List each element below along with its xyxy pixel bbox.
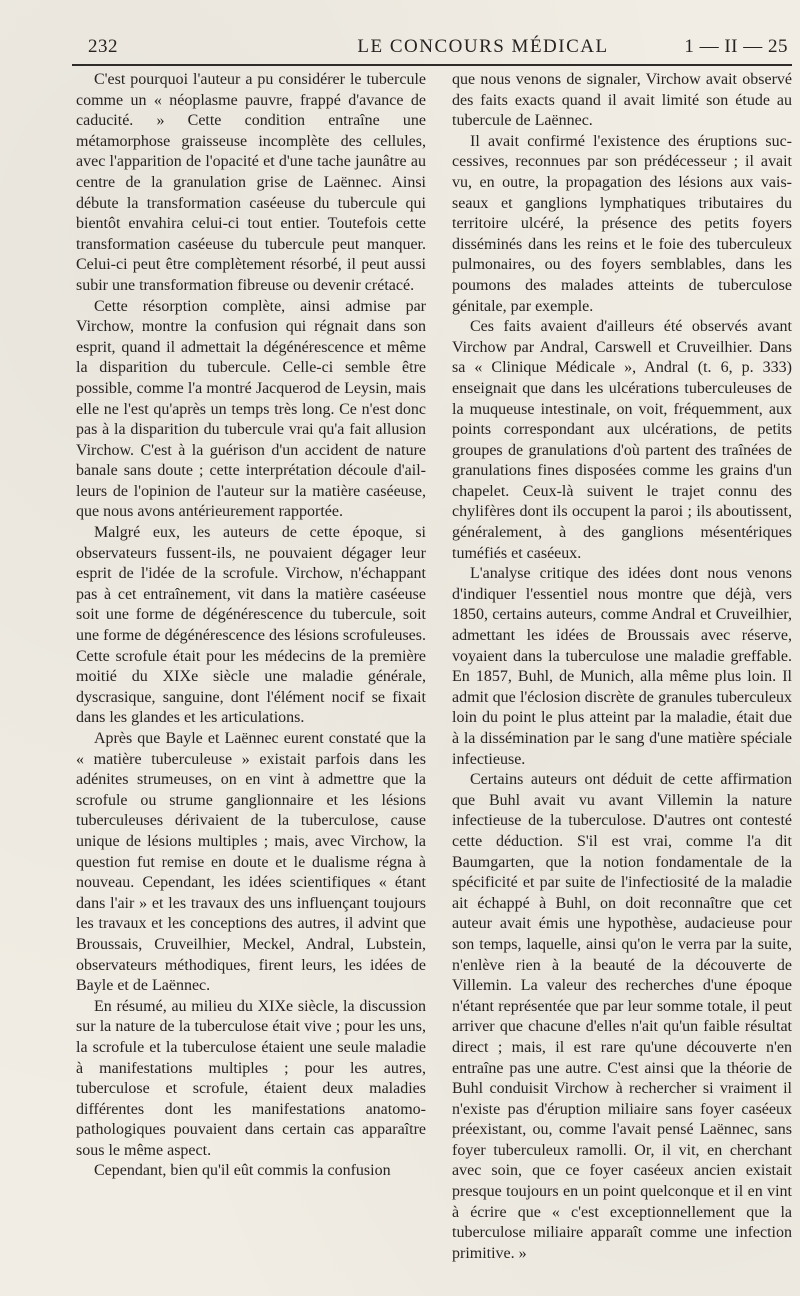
paragraph: Après que Bayle et Laënnec eurent constaté que la « matière tuberculeuse » existait parfois dans les adénites strumeuses, on en vint à admettre que la scrofule ou strume ganglionnaire et les lésions tuberculeuses dérivaient de la tuberculose, cause unique de lésions multiples ; mais, avec Virchow, la question fut remise en doute et le dualisme régna à nouveau. Cependant, les idées scientifiques « étant dans l'air » et les travaux des uns influençant toujours les travaux et les conceptions des autres, il advint que Broussais, Cruveilhier, Meckel, Andral, Lubstein, observateurs méthodiques, firent leurs, les idées de Bayle et de Laënnec. — [76, 730, 426, 995]
paragraph: C'est pourquoi l'auteur a pu considérer le tubercule comme un « néoplasme pauvre, frappé d'avance de caducité. » Cette condition entraîne une métamorphose graisseuse incomplète des cellules, avec l'apparition de l'opacité et d'une tache jaunâtre au centre de la granulation grise de Laënnec. Ainsi débute la transformation caséeuse du tubercule qui bientôt envahira celui-ci tout entier. Toutefois cette transformation caséeuse du tubercule peut manquer. Celui-ci peut être complètement résorbé, il peut aussi subir une transformation fibreuse ou devenir crétacé. — [76, 71, 426, 294]
journal-title: LE CONCOURS MÉDICAL — [357, 36, 609, 57]
paragraph-continuation: que nous venons de signaler, Virchow avait observé des faits exacts quand il avait limité son étude au tubercule de Laënnec. — [452, 71, 792, 130]
paragraph: Certains auteurs ont déduit de cette affirmation que Buhl avait vu avant Villemin la nature infectieuse de la tuberculose. D'autres ont contesté cette déduction. S'il est vrai, comme l'a dit Baumgarten, que la notion fondamentale de la spécificité et par suite de l'infectiosité de la maladie ait échappé à Buhl, on doit reconnaître que cet auteur avait émis une hypothèse, audacieuse pour son temps, laquelle, ainsi qu'on le verra par la suite, n'enlève rien à la beauté de la découverte de Villemin. La valeur des recherches d'une époque n'étant représentée que par leur somme totale, il peut arriver que chacune d'elles n'ait qu'un faible résultat direct ; mais, il est rare qu'une découverte n'en entraîne pas une autre. C'est ainsi que la théorie de Buhl conduisit Virchow à rechercher si vraiment il n'existe pas d'éruption miliaire sans foyer caséeux préexistant, ou, comme l'avait pensé Laënnec, sans foyer tuberculeux ramolli. Or, il vit, en cherchant avec soin, que ce foyer caséeux ancien existait presque toujours en un point quelconque et il en vint à écrire que « c'est exceptionnellement que la tuberculose miliaire apparaît comme une infection primitive. » — [452, 771, 792, 1262]
page-header — [88, 36, 788, 62]
page-number: 232 — [88, 36, 118, 57]
paragraph: Malgré eux, les auteurs de cette époque, si observateurs fussent-ils, ne pouvaient dégager leur esprit de l'idée de la scrofule. Virchow, n'échappant pas à cet entraînement, vit dans la matière caséeuse soit une forme de dégénérescence du tubercule, soit une forme de dégénérescence des lésions scrofuleuses. Cette scrofule était pour les médecins de la première moitié du XIXe siècle une maladie générale, dyscrasique, sanguine, dont l'élément nocif se fixait dans les glandes et les articulations. — [76, 524, 426, 727]
paragraph: L'analyse critique des idées dont nous venons d'indiquer l'essentiel nous montre que déjà, vers 1850, certains auteurs, comme Andral et Cruveilhier, admettant les idées de Broussais avec réserve, voyaient dans la tuberculose une maladie greffable. En 1857, Buhl, de Munich, alla même plus loin. Il admit que l'éclosion discrète de granules tuberculeux loin du point le plus atteint par la maladie, était due à la dissémination par le sang d'une matière spéciale infectieuse. — [452, 565, 792, 768]
paragraph: Ces faits avaient d'ailleurs été observés avant Virchow par Andral, Carswell et Cruveilhier. Dans sa « Clinique Médicale », Andral (t. 6, p. 333) enseignait que dans les ulcérations tuberculeuses de la muqueuse intestinale, on voit, fréquemment, aux points correspondant aux ulcérations, de petits groupes de granulations d'où partent des traînées de granulations fines disposées comme les grains d'un chapelet. Ceux-là suivent le trajet connu des chylifères dont ils occupent la paroi ; ils aboutissent, généralement, à des ganglions mésentériques tuméfiés et caséeux. — [452, 318, 792, 562]
paragraph: Cette résorption complète, ainsi admise par Virchow, montre la confusion qui régnait dans son esprit, quand il admettait la dégénérescence et même la disparition du tubercule. Celle-ci semble être possible, comme l'a montré Jacquerod de Leysin, mais elle ne l'est qu'après un temps très long. Ce n'est donc pas à la disparition du tubercule vrai qu'a fait allusion Virchow. C'est à la guérison d'un accident de nature banale sans doute ; cette interprétation découle d'ailleurs de l'opinion de l'auteur sur la matière caséeuse, que nous avons antérieurement rapportée. — [76, 297, 426, 521]
right-column — [452, 70, 792, 1264]
paragraph: Cependant, bien qu'il eût commis la confusion — [94, 1162, 391, 1180]
left-column — [76, 70, 426, 1182]
header-rule — [72, 64, 792, 66]
paragraph: En résumé, au milieu du XIXe siècle, la discussion sur la nature de la tuberculose était vive ; pour les uns, la scrofule et la tuberculose étaient une seule maladie à manifestations multiples ; pour les autres, tuberculose et scrofule, étaient deux maladies différentes dont les manifestations anatomo-pathologiques pouvaient dans certain cas apparaître sous le même aspect. — [76, 997, 426, 1159]
issue-reference: 1 — II — 25 — [684, 36, 788, 57]
paragraph: Il avait confirmé l'existence des éruptions successives, reconnues par son prédécesseur ; il avait vu, en outre, la propagation des lésions aux vaisseaux et ganglions lymphatiques tributaires du territoire ulcéré, la présence des petits foyers disséminés dans les reins et le foie des tuberculeux pulmonaires, ou des foyers semblables, dans les poumons des malades atteints de tuberculose génitale, par exemple. — [452, 132, 792, 315]
